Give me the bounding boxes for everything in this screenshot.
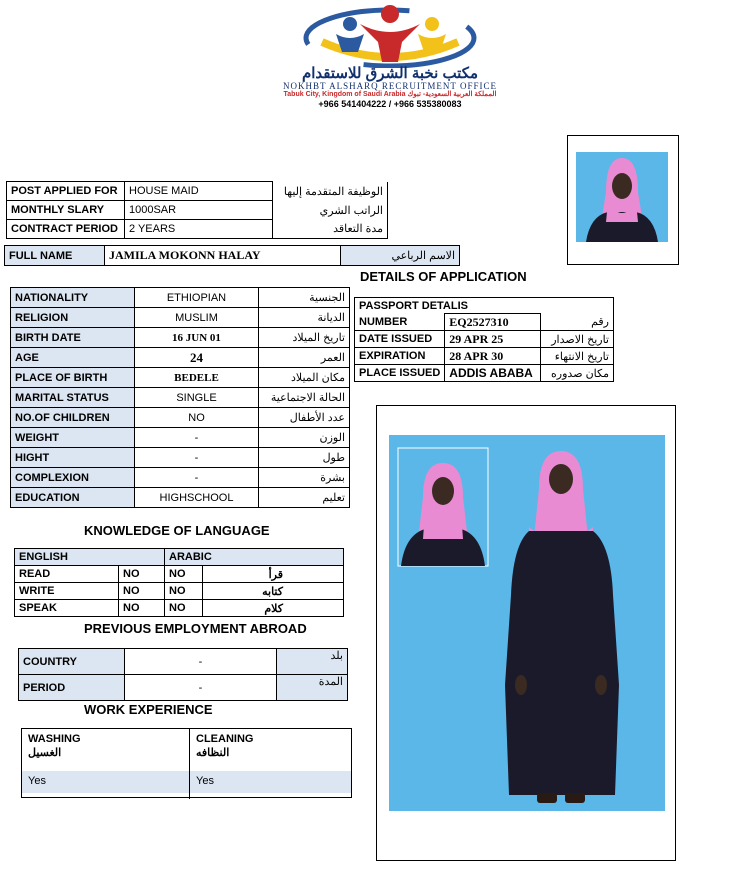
table-row [11,488,350,508]
detail-label: PLACE OF BIRTH [11,368,135,388]
table-row [15,566,344,583]
table-row [11,408,350,428]
table-row [11,388,350,408]
detail-label-ar: الحالة الاجتماعية [259,388,350,408]
english-level: NO [119,583,165,600]
table-row [5,246,460,266]
detail-value: 16 JUN 01 [135,328,259,348]
passport-label: EXPIRATION [355,348,445,365]
language-skill: READ [15,566,119,583]
washing-label: WASHING [28,733,81,745]
passport-value: ADDIS ABABA [445,365,541,382]
work-title: WORK EXPERIENCE [84,702,213,717]
table-row [19,675,348,701]
washing-cell [22,729,190,799]
table-row [15,549,344,566]
full-name-ar: الاسم الرباعي [341,246,460,266]
detail-label-ar: عدد الأطفال [259,408,350,428]
table-row [19,649,348,675]
passport-label-ar: رقم [541,314,614,331]
detail-value: BEDELE [135,368,259,388]
passport-table [354,297,614,382]
full-body-photo [389,435,665,811]
language-skill-ar: قرأ [203,566,344,583]
employment-table [18,648,348,701]
passport-photo-frame [567,135,679,265]
table-row [11,468,350,488]
language-skill-ar: كتابه [203,583,344,600]
passport-value: 29 APR 25 [445,331,541,348]
table-row [11,308,350,328]
detail-value: 24 [135,348,259,368]
english-header: ENGLISH [15,549,165,566]
post-applied-ar: الوظيفة المتقدمة إليها [273,182,388,201]
table-row [11,448,350,468]
employment-value: - [125,675,277,701]
detail-value: ETHIOPIAN [135,288,259,308]
detail-label-ar: العمر [259,348,350,368]
job-info-table [6,181,388,239]
language-skill: WRITE [15,583,119,600]
detail-label-ar: الوزن [259,428,350,448]
language-skill-ar: كلام [203,600,344,617]
detail-value: SINGLE [135,388,259,408]
letterhead [230,2,550,110]
employment-label: COUNTRY [19,649,125,675]
company-phones: +966 541404222 / +966 535380083 [318,99,462,109]
monthly-salary-ar: الراتب الشري [273,201,388,220]
table-row [11,328,350,348]
company-logo-icon [302,2,478,68]
detail-label: AGE [11,348,135,368]
details-table [10,287,350,508]
passport-label-ar: مكان صدوره [541,365,614,382]
arabic-header: ARABIC [165,549,344,566]
table-row [11,368,350,388]
employment-label-ar: بلد [277,649,348,675]
detail-label: NATIONALITY [11,288,135,308]
contract-period-value: 2 YEARS [125,220,273,239]
post-applied-value: HOUSE MAID [125,182,273,201]
table-row [355,314,614,331]
detail-label-ar: الجنسية [259,288,350,308]
passport-label-ar: تاريخ الانتهاء [541,348,614,365]
full-name-table [4,245,460,266]
company-name-ar: مكتب نخبة الشرق للاستقدام [301,65,479,82]
table-row [7,220,388,239]
detail-label: WEIGHT [11,428,135,448]
employment-label: PERIOD [19,675,125,701]
employment-label-ar: المدة [277,675,348,701]
english-level: NO [119,566,165,583]
full-name-value: JAMILA MOKONN HALAY [105,246,341,266]
table-row [355,365,614,382]
table-row [355,298,614,314]
detail-label-ar: بشرة [259,468,350,488]
cleaning-cell [190,729,352,799]
company-name-en: NOKHBT ALSHARQ RECRUITMENT OFFICE [283,81,497,91]
contract-period-label: CONTRACT PERIOD [7,220,125,239]
table-row [355,348,614,365]
detail-value: HIGHSCHOOL [135,488,259,508]
table-row [11,428,350,448]
employment-value: - [125,649,277,675]
passport-value: 28 APR 30 [445,348,541,365]
passport-label: PLACE ISSUED [355,365,445,382]
passport-label: DATE ISSUED [355,331,445,348]
detail-label: BIRTH DATE [11,328,135,348]
detail-value: MUSLIM [135,308,259,328]
employment-title: PREVIOUS EMPLOYMENT ABROAD [84,621,307,636]
detail-label-ar: الديانة [259,308,350,328]
table-row [15,583,344,600]
english-level: NO [119,600,165,617]
passport-photo [576,152,668,242]
table-row [7,182,388,201]
monthly-salary-label: MONTHLY SLARY [7,201,125,220]
detail-label: NO.OF CHILDREN [11,408,135,428]
monthly-salary-value: 1000SAR [125,201,273,220]
passport-value: EQ2527310 [445,314,541,331]
contract-period-ar: مدة التعاقد [273,220,388,239]
arabic-level: NO [165,583,203,600]
arabic-level: NO [165,600,203,617]
washing-value: Yes [28,775,46,787]
details-title: DETAILS OF APPLICATION [360,269,527,284]
arabic-level: NO [165,566,203,583]
language-skill: SPEAK [15,600,119,617]
detail-value: - [135,448,259,468]
language-title: KNOWLEDGE OF LANGUAGE [84,523,270,538]
cleaning-label-ar: النظافه [196,747,230,759]
post-applied-label: POST APPLIED FOR [7,182,125,201]
passport-title: PASSPORT DETALIS [355,298,614,314]
cleaning-value: Yes [196,775,214,787]
work-experience-box [21,728,352,798]
detail-label-ar: طول [259,448,350,468]
full-name-label: FULL NAME [5,246,105,266]
detail-label-ar: تاريخ الميلاد [259,328,350,348]
detail-value: NO [135,408,259,428]
detail-value: - [135,468,259,488]
detail-label: COMPLEXION [11,468,135,488]
table-row [11,288,350,308]
table-row [11,348,350,368]
passport-label-ar: تاريخ الاصدار [541,331,614,348]
detail-label: MARITAL STATUS [11,388,135,408]
table-row [15,600,344,617]
table-row [355,331,614,348]
company-address: Tabuk City, Kingdom of Saudi Arabia المملكة العربية السعودية- تبوك [283,91,497,98]
cleaning-label: CLEANING [196,733,254,745]
detail-label: EDUCATION [11,488,135,508]
detail-label: HIGHT [11,448,135,468]
detail-label-ar: مكان الميلاد [259,368,350,388]
table-row [7,201,388,220]
detail-value: - [135,428,259,448]
washing-label-ar: الغسيل [28,747,62,759]
language-table [14,548,344,617]
full-photo-frame [376,405,676,861]
detail-label: RELIGION [11,308,135,328]
passport-label: NUMBER [355,314,445,331]
detail-label-ar: تعليم [259,488,350,508]
